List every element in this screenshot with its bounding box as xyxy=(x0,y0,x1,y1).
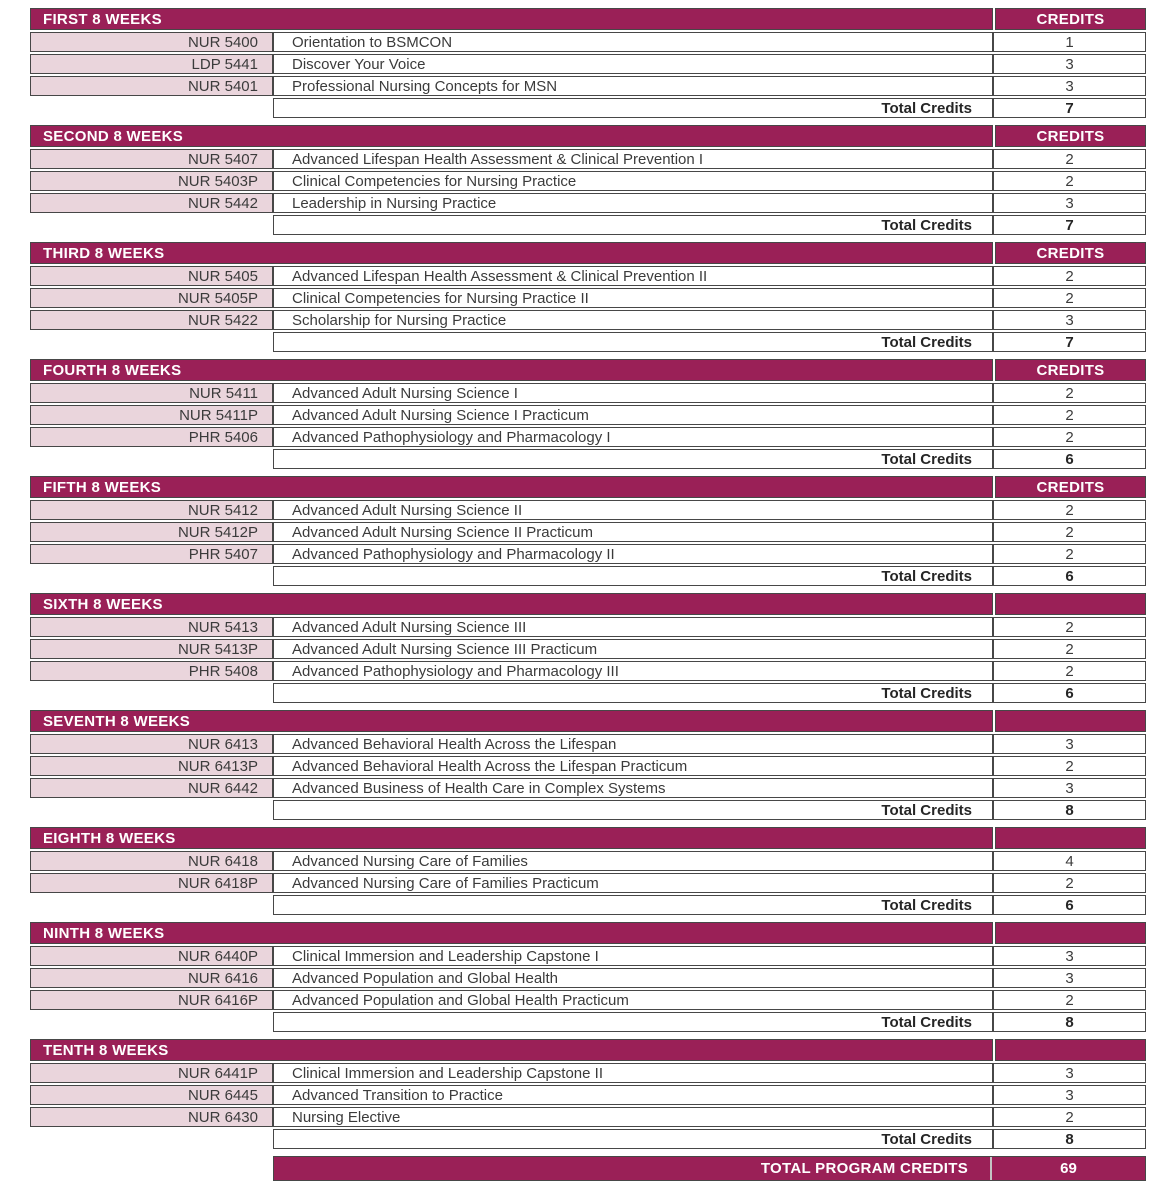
term-section xyxy=(30,827,1146,915)
section-header-row xyxy=(30,125,1146,147)
total-credits-value: 6 xyxy=(993,895,1146,915)
course-code: NUR 5407 xyxy=(30,149,273,169)
course-credits: 2 xyxy=(993,756,1146,776)
course-row xyxy=(30,288,1146,308)
course-credits: 3 xyxy=(993,193,1146,213)
credits-column-header xyxy=(995,1039,1146,1061)
credits-column-header: CREDITS xyxy=(995,476,1146,498)
credits-column-header: CREDITS xyxy=(995,359,1146,381)
course-code: NUR 6440P xyxy=(30,946,273,966)
total-row-spacer xyxy=(30,566,273,586)
course-title: Advanced Nursing Care of Families Practicum xyxy=(273,873,993,893)
course-credits: 2 xyxy=(993,383,1146,403)
total-row-spacer xyxy=(30,683,273,703)
total-credits-value: 8 xyxy=(993,1012,1146,1032)
course-code: NUR 6418P xyxy=(30,873,273,893)
total-row-spacer xyxy=(30,800,273,820)
section-header-row xyxy=(30,8,1146,30)
course-title: Advanced Adult Nursing Science II Practicum xyxy=(273,522,993,542)
course-credits: 3 xyxy=(993,1085,1146,1105)
total-credits-label: Total Credits xyxy=(273,1129,993,1149)
section-title: SIXTH 8 WEEKS xyxy=(30,593,993,615)
term-section xyxy=(30,1039,1146,1149)
total-row-spacer xyxy=(30,895,273,915)
total-row-spacer xyxy=(30,1129,273,1149)
section-title: SEVENTH 8 WEEKS xyxy=(30,710,993,732)
course-row xyxy=(30,54,1146,74)
course-credits: 2 xyxy=(993,617,1146,637)
course-title: Advanced Adult Nursing Science I Practicum xyxy=(273,405,993,425)
section-header-row xyxy=(30,710,1146,732)
section-header-row xyxy=(30,922,1146,944)
course-credits: 3 xyxy=(993,76,1146,96)
grand-total-label: TOTAL PROGRAM CREDITS xyxy=(760,1160,968,1177)
course-title: Clinical Immersion and Leadership Capstone II xyxy=(273,1063,993,1083)
course-credits: 2 xyxy=(993,639,1146,659)
term-section xyxy=(30,8,1146,118)
credits-column-header: CREDITS xyxy=(995,242,1146,264)
course-code: NUR 5413 xyxy=(30,617,273,637)
course-title: Advanced Behavioral Health Across the Lifespan Practicum xyxy=(273,756,993,776)
section-title: SECOND 8 WEEKS xyxy=(30,125,993,147)
course-row xyxy=(30,1085,1146,1105)
term-sections xyxy=(30,8,1146,1149)
course-credits: 2 xyxy=(993,266,1146,286)
section-header-row xyxy=(30,827,1146,849)
total-credits-value: 6 xyxy=(993,449,1146,469)
section-header-row xyxy=(30,593,1146,615)
grand-total-bar xyxy=(273,1156,1146,1181)
course-code: PHR 5408 xyxy=(30,661,273,681)
course-credits: 3 xyxy=(993,946,1146,966)
course-credits: 2 xyxy=(993,1107,1146,1127)
total-credits-row xyxy=(30,332,1146,352)
term-section xyxy=(30,922,1146,1032)
section-title: FOURTH 8 WEEKS xyxy=(30,359,993,381)
course-title: Clinical Competencies for Nursing Practice II xyxy=(273,288,993,308)
course-row xyxy=(30,1063,1146,1083)
total-credits-value: 8 xyxy=(993,800,1146,820)
course-credits: 2 xyxy=(993,427,1146,447)
course-row xyxy=(30,500,1146,520)
section-title: FIRST 8 WEEKS xyxy=(30,8,993,30)
course-code: NUR 6445 xyxy=(30,1085,273,1105)
course-title: Advanced Transition to Practice xyxy=(273,1085,993,1105)
course-title: Clinical Immersion and Leadership Capstone I xyxy=(273,946,993,966)
course-code: NUR 5411P xyxy=(30,405,273,425)
total-credits-value: 6 xyxy=(993,683,1146,703)
total-credits-label: Total Credits xyxy=(273,566,993,586)
course-code: NUR 6418 xyxy=(30,851,273,871)
course-credits: 2 xyxy=(993,990,1146,1010)
course-row xyxy=(30,617,1146,637)
course-title: Clinical Competencies for Nursing Practice xyxy=(273,171,993,191)
total-credits-row xyxy=(30,800,1146,820)
course-row xyxy=(30,639,1146,659)
total-credits-row xyxy=(30,449,1146,469)
course-row xyxy=(30,661,1146,681)
course-row xyxy=(30,522,1146,542)
course-credits: 2 xyxy=(993,661,1146,681)
course-row xyxy=(30,1107,1146,1127)
total-credits-label: Total Credits xyxy=(273,1012,993,1032)
credits-column-header xyxy=(995,827,1146,849)
course-code: NUR 5400 xyxy=(30,32,273,52)
course-row xyxy=(30,544,1146,564)
total-credits-value: 7 xyxy=(993,215,1146,235)
term-section xyxy=(30,242,1146,352)
course-row xyxy=(30,946,1146,966)
section-header-row xyxy=(30,242,1146,264)
course-credits: 3 xyxy=(993,310,1146,330)
term-section xyxy=(30,125,1146,235)
course-credits: 2 xyxy=(993,500,1146,520)
credits-column-header xyxy=(995,593,1146,615)
total-credits-value: 8 xyxy=(993,1129,1146,1149)
course-title: Advanced Adult Nursing Science III xyxy=(273,617,993,637)
course-code: NUR 6416 xyxy=(30,968,273,988)
term-section xyxy=(30,710,1146,820)
section-title: TENTH 8 WEEKS xyxy=(30,1039,993,1061)
total-credits-label: Total Credits xyxy=(273,895,993,915)
course-code: NUR 6416P xyxy=(30,990,273,1010)
credits-column-header xyxy=(995,922,1146,944)
course-title: Advanced Pathophysiology and Pharmacology III xyxy=(273,661,993,681)
course-credits: 3 xyxy=(993,968,1146,988)
credits-column-header: CREDITS xyxy=(995,8,1146,30)
section-title: FIFTH 8 WEEKS xyxy=(30,476,993,498)
section-title: EIGHTH 8 WEEKS xyxy=(30,827,993,849)
course-row xyxy=(30,990,1146,1010)
course-code: NUR 5401 xyxy=(30,76,273,96)
course-code: NUR 5411 xyxy=(30,383,273,403)
course-title: Scholarship for Nursing Practice xyxy=(273,310,993,330)
course-row xyxy=(30,734,1146,754)
course-title: Advanced Nursing Care of Families xyxy=(273,851,993,871)
grand-total-spacer xyxy=(30,1156,273,1181)
total-row-spacer xyxy=(30,215,273,235)
course-row xyxy=(30,32,1146,52)
course-title: Professional Nursing Concepts for MSN xyxy=(273,76,993,96)
total-row-spacer xyxy=(30,449,273,469)
total-credits-label: Total Credits xyxy=(273,449,993,469)
course-row xyxy=(30,171,1146,191)
course-credits: 2 xyxy=(993,149,1146,169)
course-row xyxy=(30,149,1146,169)
section-header-row xyxy=(30,1039,1146,1061)
course-credits: 2 xyxy=(993,405,1146,425)
total-credits-row xyxy=(30,1129,1146,1149)
course-title: Nursing Elective xyxy=(273,1107,993,1127)
course-code: LDP 5441 xyxy=(30,54,273,74)
total-credits-row xyxy=(30,98,1146,118)
term-section xyxy=(30,476,1146,586)
grand-total-row xyxy=(30,1156,1146,1181)
course-row xyxy=(30,873,1146,893)
total-credits-row xyxy=(30,683,1146,703)
total-credits-value: 6 xyxy=(993,566,1146,586)
total-credits-label: Total Credits xyxy=(273,332,993,352)
total-credits-label: Total Credits xyxy=(273,98,993,118)
total-credits-row xyxy=(30,1012,1146,1032)
total-credits-row xyxy=(30,566,1146,586)
course-credits: 3 xyxy=(993,1063,1146,1083)
course-title: Advanced Lifespan Health Assessment & Clinical Prevention I xyxy=(273,149,993,169)
credits-column-header xyxy=(995,710,1146,732)
course-title: Advanced Population and Global Health xyxy=(273,968,993,988)
course-title: Advanced Business of Health Care in Complex Systems xyxy=(273,778,993,798)
course-row xyxy=(30,756,1146,776)
course-code: NUR 5405P xyxy=(30,288,273,308)
course-code: NUR 5422 xyxy=(30,310,273,330)
course-row xyxy=(30,968,1146,988)
total-credits-label: Total Credits xyxy=(273,215,993,235)
grand-total-value: 69 xyxy=(1060,1160,1077,1177)
course-code: NUR 6413 xyxy=(30,734,273,754)
course-code: PHR 5406 xyxy=(30,427,273,447)
course-row xyxy=(30,851,1146,871)
course-title: Discover Your Voice xyxy=(273,54,993,74)
course-credits: 3 xyxy=(993,54,1146,74)
course-title: Advanced Behavioral Health Across the Lifespan xyxy=(273,734,993,754)
course-title: Advanced Adult Nursing Science II xyxy=(273,500,993,520)
course-credits: 2 xyxy=(993,873,1146,893)
total-credits-value: 7 xyxy=(993,98,1146,118)
course-title: Leadership in Nursing Practice xyxy=(273,193,993,213)
course-code: NUR 5413P xyxy=(30,639,273,659)
course-row xyxy=(30,76,1146,96)
total-row-spacer xyxy=(30,1012,273,1032)
course-row xyxy=(30,266,1146,286)
course-credits: 3 xyxy=(993,778,1146,798)
course-code: NUR 5405 xyxy=(30,266,273,286)
total-credits-label: Total Credits xyxy=(273,683,993,703)
term-section xyxy=(30,593,1146,703)
course-title: Orientation to BSMCON xyxy=(273,32,993,52)
total-row-spacer xyxy=(30,98,273,118)
course-row xyxy=(30,310,1146,330)
credits-column-header: CREDITS xyxy=(995,125,1146,147)
section-title: NINTH 8 WEEKS xyxy=(30,922,993,944)
section-header-row xyxy=(30,476,1146,498)
course-credits: 2 xyxy=(993,522,1146,542)
total-credits-row xyxy=(30,895,1146,915)
total-credits-label: Total Credits xyxy=(273,800,993,820)
total-credits-row xyxy=(30,215,1146,235)
course-code: NUR 6413P xyxy=(30,756,273,776)
course-credits: 2 xyxy=(993,288,1146,308)
course-credits: 1 xyxy=(993,32,1146,52)
course-title: Advanced Lifespan Health Assessment & Clinical Prevention II xyxy=(273,266,993,286)
section-title: THIRD 8 WEEKS xyxy=(30,242,993,264)
course-title: Advanced Pathophysiology and Pharmacology I xyxy=(273,427,993,447)
course-title: Advanced Adult Nursing Science III Practicum xyxy=(273,639,993,659)
course-title: Advanced Pathophysiology and Pharmacology II xyxy=(273,544,993,564)
course-row xyxy=(30,193,1146,213)
course-code: NUR 5403P xyxy=(30,171,273,191)
total-credits-value: 7 xyxy=(993,332,1146,352)
course-credits: 2 xyxy=(993,171,1146,191)
total-row-spacer xyxy=(30,332,273,352)
course-code: NUR 5412P xyxy=(30,522,273,542)
course-credits: 3 xyxy=(993,734,1146,754)
course-credits: 2 xyxy=(993,544,1146,564)
course-code: NUR 5412 xyxy=(30,500,273,520)
course-row xyxy=(30,405,1146,425)
course-code: NUR 6442 xyxy=(30,778,273,798)
course-title: Advanced Population and Global Health Practicum xyxy=(273,990,993,1010)
term-section xyxy=(30,359,1146,469)
course-credits: 4 xyxy=(993,851,1146,871)
section-header-row xyxy=(30,359,1146,381)
course-code: NUR 6430 xyxy=(30,1107,273,1127)
course-row xyxy=(30,778,1146,798)
course-code: NUR 5442 xyxy=(30,193,273,213)
course-code: PHR 5407 xyxy=(30,544,273,564)
course-row xyxy=(30,427,1146,447)
course-row xyxy=(30,383,1146,403)
course-title: Advanced Adult Nursing Science I xyxy=(273,383,993,403)
course-code: NUR 6441P xyxy=(30,1063,273,1083)
